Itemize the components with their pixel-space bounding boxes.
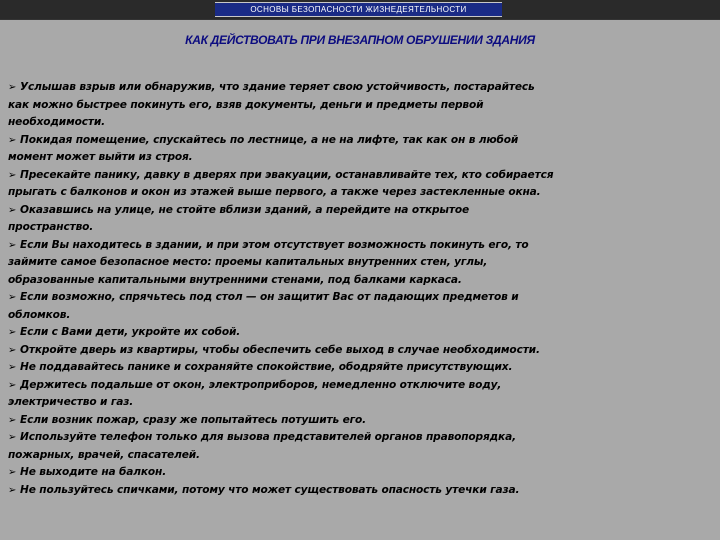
list-item-text: Если с Вами дети, укройте их собой. <box>20 326 241 338</box>
list-item-line <box>8 272 708 290</box>
list-item <box>8 237 708 290</box>
arrowhead-bullet-icon: ➢ <box>8 134 17 146</box>
list-item-text: Откройте дверь из квартиры, чтобы обеспечить себе выход в случае необходимости. <box>20 343 540 356</box>
list-item <box>8 202 708 237</box>
list-item-text: Если Вы находитесь в здании, и при этом отсутствует возможность покинуть его, то <box>20 238 529 251</box>
list-item-text: Не выходите на балкон. <box>20 466 167 478</box>
list-item-text: необходимости. <box>8 116 105 128</box>
arrowhead-bullet-icon: ➢ <box>8 379 17 391</box>
list-item <box>8 79 708 132</box>
list-item-text: пожарных, врачей, спасателей. <box>8 448 200 461</box>
list-item-line <box>8 394 708 412</box>
list-item-text: займите самое безопасное место: проемы капитальных внутренних стен, углы, <box>8 256 488 268</box>
list-item <box>8 482 708 500</box>
list-item-line <box>8 202 708 220</box>
list-item <box>8 289 708 324</box>
list-item-line <box>8 307 708 325</box>
list-item-line <box>8 342 708 360</box>
arrowhead-bullet-icon: ➢ <box>8 344 17 356</box>
list-item <box>8 324 708 342</box>
list-item-text: Пресекайте панику, давку в дверях при эвакуации, останавливайте тех, кто собирается <box>20 168 554 181</box>
top-bar <box>0 0 720 19</box>
list-item-line <box>8 114 708 132</box>
arrowhead-bullet-icon: ➢ <box>8 169 17 181</box>
list-item-line <box>8 482 708 500</box>
list-item-line <box>8 97 708 115</box>
list-item-text: Если возможно, спрячьтесь под стол — он защитит Вас от падающих предметов и <box>20 291 519 303</box>
arrowhead-bullet-icon: ➢ <box>8 414 17 426</box>
arrowhead-bullet-icon: ➢ <box>8 204 17 216</box>
list-item-text: пространство. <box>8 221 94 233</box>
list-item-text: момент может выйти из строя. <box>8 151 193 163</box>
list-item <box>8 412 708 430</box>
list-item-line <box>8 359 708 377</box>
arrowhead-bullet-icon: ➢ <box>8 484 17 496</box>
list-item <box>8 377 708 412</box>
list-item-line <box>8 237 708 255</box>
list-item <box>8 359 708 377</box>
list-item <box>8 464 708 482</box>
list-item-text: прыгать с балконов и окон из этажей выше первого, а также через застекленные окна. <box>8 186 541 198</box>
list-item-text: Если возник пожар, сразу же попытайтесь потушить его. <box>20 413 367 426</box>
list-item-text: обломков. <box>8 308 71 321</box>
list-item-text: электричество и газ. <box>8 396 134 408</box>
list-item-text: Услышав взрыв или обнаружив, что здание теряет свою устойчивость, постарайтесь <box>20 81 535 93</box>
arrowhead-bullet-icon: ➢ <box>8 239 17 251</box>
list-item <box>8 342 708 360</box>
arrowhead-bullet-icon: ➢ <box>8 292 17 303</box>
list-item-text: Не пользуйтесь спичками, потому что может существовать опасность утечки газа. <box>20 483 520 496</box>
list-item-line <box>8 167 708 185</box>
header-title: ОСНОВЫ БЕЗОПАСНОСТИ ЖИЗНЕДЕЯТЕЛЬНОСТИ <box>215 2 502 17</box>
list-item-line <box>8 324 708 342</box>
list-item-line <box>8 219 708 237</box>
list-item-line <box>8 289 708 307</box>
list-item-line <box>8 412 708 430</box>
list-item-line <box>8 184 708 202</box>
instruction-list <box>8 79 708 499</box>
slide-title: КАК ДЕЙСТВОВАТЬ ПРИ ВНЕЗАПНОМ ОБРУШЕНИИ ЗДАНИЯ <box>185 33 535 47</box>
list-item-line <box>8 429 708 447</box>
arrowhead-bullet-icon: ➢ <box>8 362 17 373</box>
arrowhead-bullet-icon: ➢ <box>8 467 17 478</box>
list-item-text: Покидая помещение, спускайтесь по лестнице, а не на лифте, так как он в любой <box>20 133 519 146</box>
list-item-line <box>8 464 708 482</box>
list-item-line <box>8 79 708 97</box>
list-item-line <box>8 377 708 395</box>
list-item-line <box>8 132 708 150</box>
list-item-text: Не поддавайтесь панике и сохраняйте спокойствие, ободряйте присутствующих. <box>20 361 513 373</box>
list-item-text: как можно быстрее покинуть его, взяв документы, деньги и предметы первой <box>8 98 484 111</box>
arrowhead-bullet-icon: ➢ <box>8 327 17 338</box>
arrowhead-bullet-icon: ➢ <box>8 432 17 443</box>
list-item-text: образованные капитальными внутренними стенами, под балками каркаса. <box>8 273 462 286</box>
list-item-line <box>8 149 708 167</box>
arrowhead-bullet-icon: ➢ <box>8 82 17 93</box>
list-item-text: Оказавшись на улице, не стойте вблизи зданий, а перейдите на открытое <box>20 203 470 216</box>
list-item-text: Держитесь подальше от окон, электроприборов, немедленно отключите воду, <box>20 378 502 391</box>
list-item-line <box>8 447 708 465</box>
list-item <box>8 167 708 202</box>
list-item-line <box>8 254 708 272</box>
list-item <box>8 429 708 464</box>
list-item <box>8 132 708 167</box>
list-item-text: Используйте телефон только для вызова представителей органов правопорядка, <box>20 431 516 443</box>
